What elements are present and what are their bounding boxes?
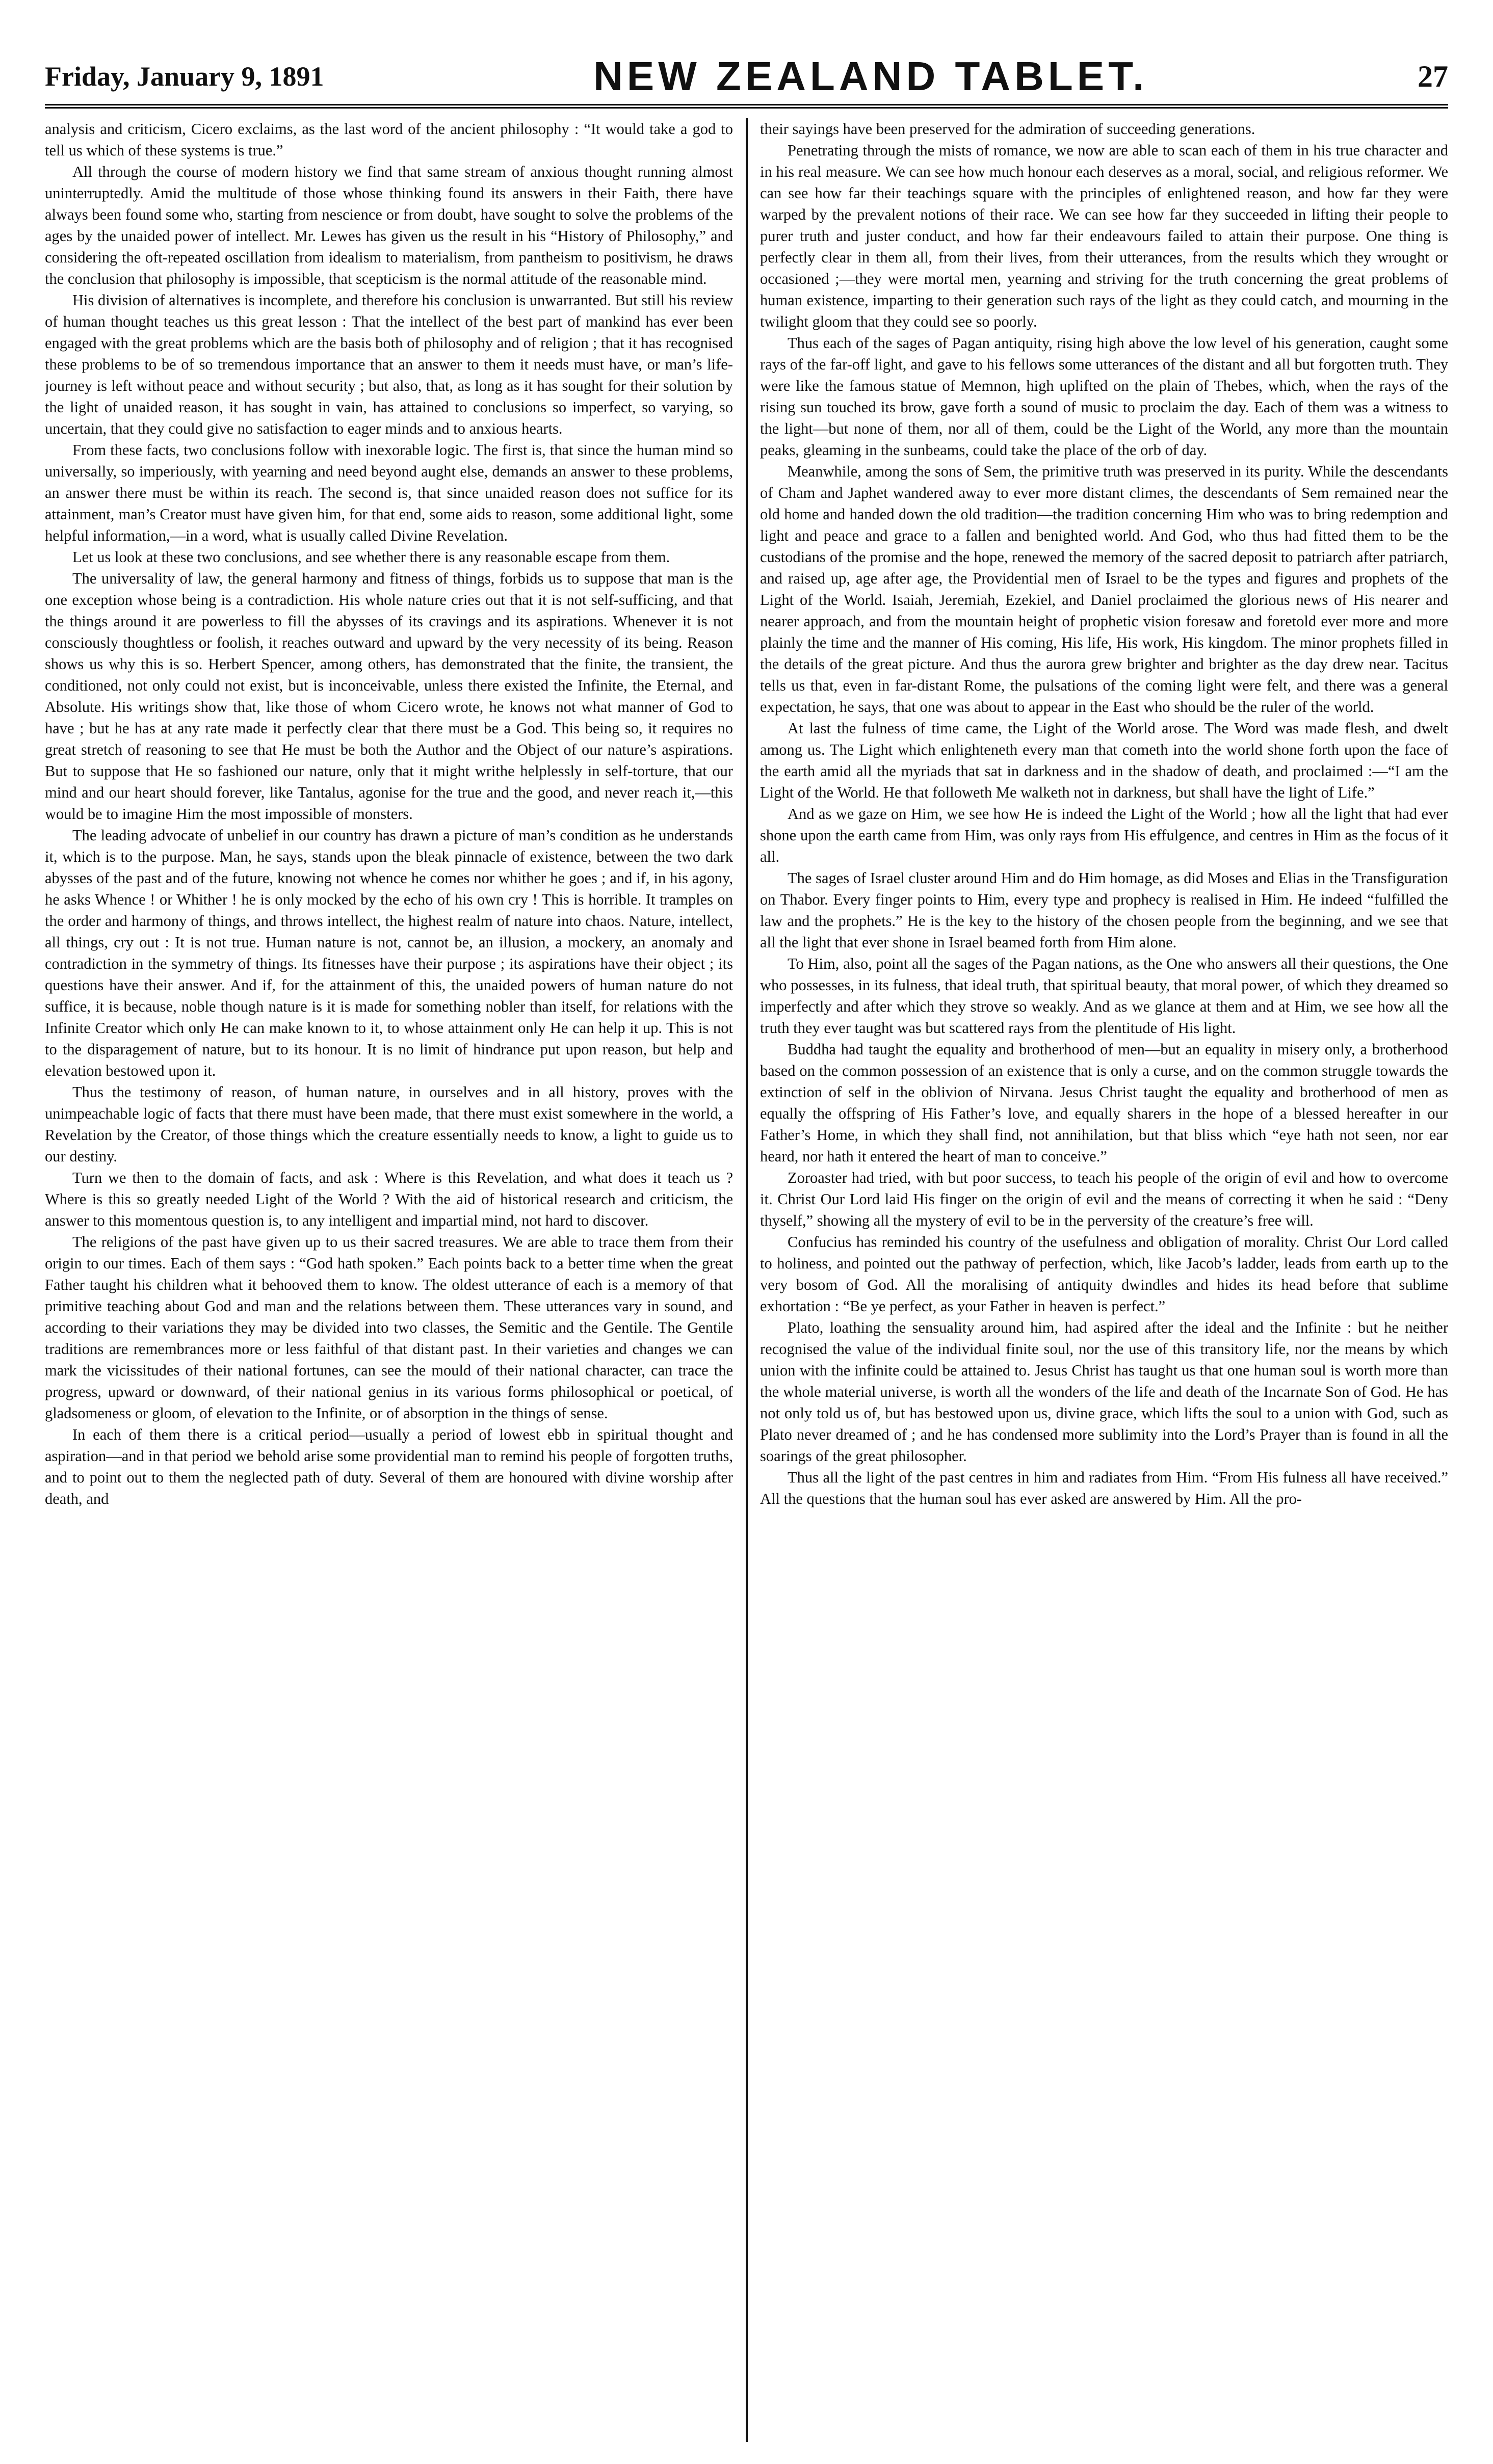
paragraph: Confucius has reminded his country of the usefulness and obligation of morality. Christ Our Lord called to holiness, and pointed out the pathway of perfection, which, like Jacob’s ladder, leads from earth up to the very bosom of God. All the moralising of antiquity dwindles and hides its head before that sublime exhortation : “Be ye perfect, as your Father in heaven is perfect.” bbox=[760, 1233, 1448, 1315]
page-header bbox=[45, 49, 1448, 109]
masthead-title: NEW ZEALAND TABLET. bbox=[593, 54, 1148, 99]
paragraph: Plato, loathing the sensuality around him, had aspired after the ideal and the Infinite : but he neither recognised the value of the individual finite soul, nor the use of this transitory life, nor the means by which union with the infinite could be attained to. Jesus Christ has taught us that one human soul is worth more than the whole material universe, is worth all the wonders of the life and death of the Incarnate Son of God. He has not only told us of, but has bestowed upon us, divine grace, which lifts the soul to a union with God, such as Plato never dreamed of ; and he has condensed more sublimity into the Lord’s Prayer than is found in all the soarings of the great philosopher. bbox=[760, 1319, 1448, 1465]
paragraph: In each of them there is a critical period—usually a period of lowest ebb in spiritual thought and aspiration—and in that period we behold arise some providential man to remind his people of forgotten truths, and to point out to them the neglected path of duty. Several of them are honoured with divine worship after death, and bbox=[45, 1426, 733, 1507]
page-number: 27 bbox=[1417, 59, 1448, 93]
left-column bbox=[45, 118, 733, 2442]
paragraph: And as we gaze on Him, we see how He is indeed the Light of the World ; how all the light that had ever shone upon the earth came from Him, was only rays from His effulgence, and centres in Him as the focus of it all. bbox=[760, 805, 1448, 865]
right-column bbox=[760, 118, 1448, 2442]
paragraph: Turn we then to the domain of facts, and ask : Where is this Revelation, and what does it teach us ? Where is this so greatly needed Light of the World ? With the aid of historical research and criticism, the answer to this momentous question is, to any intelligent and impartial mind, not hard to discover. bbox=[45, 1169, 733, 1229]
paragraph: their sayings have been preserved for the admiration of succeeding generations. bbox=[760, 120, 1255, 138]
paragraph: His division of alternatives is incomplete, and therefore his conclusion is unwarranted. But still his review of human thought teaches us this great lesson : That the intellect of the best part of mankind has ever been engaged with the great problems which are the basis both of philosophy and of religion ; that it has recognised these problems to be of so tremendous importance that an answer to them it needs must have, or man’s life-journey is left without peace and without security ; but also, that, as long as it has sought for their solution by the light of unaided reason, it has sought in vain, has attained to conclusions so imperfect, so varying, so uncertain, that they could give no satisfaction to eager minds and to anxious hearts. bbox=[45, 292, 733, 437]
issue-date: Friday, January 9, 1891 bbox=[45, 61, 324, 92]
paragraph: Thus all the light of the past centres in him and radiates from Him. “From His fulness all have received.” All the questions that the human soul has ever asked are answered by Him. All the pro- bbox=[760, 1469, 1448, 1507]
paragraph: To Him, also, point all the sages of the Pagan nations, as the One who answers all their questions, the One who possesses, in its fulness, that ideal truth, that spiritual beauty, that moral power, of which they dreamed so imperfectly and after which they strove so weakly. And as we glance at them and at Him, we see how all the truth they ever taught was but scattered rays from the plentitude of His light. bbox=[760, 955, 1448, 1037]
paragraph: The sages of Israel cluster around Him and do Him homage, as did Moses and Elias in the Transfiguration on Thabor. Every finger points to Him, every type and prophecy is realised in Him. He indeed “fulfilled the law and the prophets.” He is the key to the history of the chosen people from the beginning, and we see that all the light that ever shone in Israel beamed forth from Him alone. bbox=[760, 869, 1448, 951]
paragraph: Penetrating through the mists of romance, we now are able to scan each of them in his true character and in his real measure. We can see how much honour each deserves as a moral, social, and religious reformer. We can see how far their teachings square with the principles of enlightened reason, and how far they were warped by the prevalent notions of their race. We can see how far they succeeded in lifting their people to purer truth and juster conduct, and how far their endeavours failed to attain their purpose. One thing is perfectly clear in them all, from their lives, from their utterances, from the results which they wrought or occasioned ;—they were mortal men, yearning and striving for the truth concerning the great problems of human existence, imparting to their generation such rays of the light as they could catch, and mourning in the twilight gloom that they could see so poorly. bbox=[760, 142, 1448, 330]
paragraph: Thus the testimony of reason, of human nature, in ourselves and in all history, proves with the unimpeachable logic of facts that there must have been made, that there must exist somewhere in the world, a Revelation by the Creator, of those things which the creature essentially needs to know, a light to guide us to our destiny. bbox=[45, 1083, 733, 1165]
paragraph: Zoroaster had tried, with but poor success, to teach his people of the origin of evil and how to overcome it. Christ Our Lord laid His finger on the origin of evil and the means of correcting it when he said : “Deny thyself,” showing all the mystery of evil to be in the perversity of the creature’s free will. bbox=[760, 1169, 1448, 1229]
article-body bbox=[45, 118, 1448, 2442]
paragraph: Buddha had taught the equality and brotherhood of men—but an equality in misery only, a brotherhood based on the common possession of an existence that is only a curse, and on the common struggle towards the extinction of self in the oblivion of Nirvana. Jesus Christ taught the equality and brotherhood of men as equally the offspring of His Father’s love, and equally sharers in the hope of a blessed hereafter in our Father’s Home, in which they shall find, not annihilation, but that bliss which “eye hath not seen, nor ear heard, nor hath it entered the heart of man to conceive.” bbox=[760, 1041, 1448, 1165]
paragraph: Thus each of the sages of Pagan antiquity, rising high above the low level of his generation, caught some rays of the far-off light, and gave to his fellows some utterances of the distant and all but forgotten truth. They were like the famous statue of Memnon, high uplifted on the plain of Thebes, which, when the rays of the rising sun touched its brow, gave forth a sound of music to proclaim the day. Each of them was a witness to the light—but none of them, nor all of them, could be the Light of the World, any more than the mountain peaks, gleaming in the sunbeams, could take the place of the orb of day. bbox=[760, 334, 1448, 459]
paragraph: analysis and criticism, Cicero exclaims, as the last word of the ancient philosophy : “It would take a god to tell us which of these systems is true.” bbox=[45, 120, 733, 159]
paragraph: At last the fulness of time came, the Light of the World arose. The Word was made flesh, and dwelt among us. The Light which enlighteneth every man that cometh into the world shone forth upon the face of the earth amid all the myriads that sat in darkness and in the shadow of death, and proclaimed :—“I am the Light of the World. He that followeth Me walketh not in darkness, but shall have the light of Life.” bbox=[760, 720, 1448, 801]
paragraph: The universality of law, the general harmony and fitness of things, forbids us to suppose that man is the one exception whose being is a contradiction. His whole nature cries out that it is not self-sufficing, and that the things around it are powerless to fill the abysses of its cravings and its aspirations. Whenever it is not consciously thoughtless or foolish, it reaches outward and upward by the very necessity of its being. Reason shows us why this is so. Herbert Spencer, among others, has demonstrated that the finite, the transient, the conditioned, not only could not exist, but is inconceivable, unless there existed the Infinite, the Eternal, and Absolute. His writings show that, like those of whom Cicero wrote, he knows not what manner of God to have ; but he has at any rate made it perfectly clear that there must be a God. This being so, it requires no great stretch of reasoning to see that He must be both the Author and the Object of our nature’s aspirations. But to suppose that He so fashioned our nature, only that it might writhe helplessly in self-torture, that our mind and our heart should forever, like Tantalus, agonise for the true and the good, and never reach it,—this would be to imagine Him the most impossible of monsters. bbox=[45, 570, 733, 823]
column-divider bbox=[746, 118, 748, 2442]
paragraph: Meanwhile, among the sons of Sem, the primitive truth was preserved in its purity. While the descendants of Cham and Japhet wandered away to ever more distant climes, the descendants of Sem remained near the old home and handed down the old tradition—the tradition concerning Him who was to bring redemption and light and peace and grace to a fallen and benighted world. And God, who thus had fitted them to be the custodians of the promise and the hope, renewed the memory of the sacred deposit to patriarch after patriarch, and raised up, age after age, the Providential men of Israel to be the types and figures and prophets of the Light of the World. Isaiah, Jeremiah, Ezekiel, and Daniel proclaimed the glorious news of His nearer and nearer approach, and from the mountain height of prophetic vision foresaw and foretold ever more and more plainly the time and the manner of His coming, His life, His work, His kingdom. The minor prophets filled in the details of the great picture. And thus the aurora grew brighter and brighter as the day drew near. Tacitus tells us that, even in far-distant Rome, the pulsations of the coming light were felt, and there was a general expectation, he says, that one was about to appear in the East who should be the ruler of the world. bbox=[760, 463, 1448, 716]
paragraph: Let us look at these two conclusions, and see whether there is any reasonable escape from them. bbox=[72, 548, 670, 566]
paragraph: From these facts, two conclusions follow with inexorable logic. The first is, that since the human mind so universally, so imperiously, with yearning and need beyond aught else, demands an answer to these problems, an answer there must be within its reach. The second is, that since unaided reason does not suffice for its attainment, man’s Creator must have given him, for that end, some aids to reason, some additional light, some helpful information,—in a word, what is usually called Divine Revelation. bbox=[45, 441, 733, 544]
paragraph: The religions of the past have given up to us their sacred treasures. We are able to trace them from their origin to our times. Each of them says : “God hath spoken.” Each points back to a better time when the great Father taught his children what it behooved them to know. The oldest utterance of each is a memory of that primitive teaching about God and man and the relations between them. These utterances vary in sound, and according to their variations they may be divided into two classes, the Semitic and the Gentile. The Gentile traditions are remembrances more or less faithful of that distant past. In their varieties and changes we can mark the vicissitudes of their national fortunes, can see the mould of their national character, can trace the progress, upward or downward, of their national genius in its various forms philosophical or poetical, of gladsomeness or gloom, of elevation to the Infinite, or of absorption in the things of sense. bbox=[45, 1233, 733, 1422]
paragraph: The leading advocate of unbelief in our country has drawn a picture of man’s condition as he understands it, which is to the purpose. Man, he says, stands upon the bleak pinnacle of existence, between the two dark abysses of the past and of the future, knowing not whence he comes nor whither he goes ; and if, in his agony, he asks Whence ! or Whither ! he is only mocked by the echo of his own cry ! This is horrible. It tramples on the order and harmony of things, and throws intellect, the highest realm of nature into chaos. Nature, intellect, all things, cry out : It is not true. Human nature is not, cannot be, an illusion, a mockery, an anomaly and contradiction in the symmetry of things. Its fitnesses have their purpose ; its aspirations have their object ; its questions have their answer. And if, for the attainment of this, the unaided powers of human nature do not suffice, it is because, noble though nature is it is made for something nobler than itself, for relations with the Infinite Creator which only He can make known to it, to whose attainment only He can help it up. This is not to the disparagement of nature, but to its honour. It is no limit of hindrance put upon reason, but help and elevation bestowed upon it. bbox=[45, 827, 733, 1079]
paragraph: All through the course of modern history we find that same stream of anxious thought running almost uninterruptedly. Amid the multitude of those whose thinking found its answers in their Faith, there have always been found some who, starting from nescience or from doubt, have sought to solve the problems of the ages by the unaided power of intellect. Mr. Lewes has given us the result in his “History of Philosophy,” and considering the oft-repeated oscillation from idealism to materialism, from pantheism to positivism, he draws the conclusion that philosophy is impossible, that scepticism is the normal attitude of the reasonable mind. bbox=[45, 163, 733, 287]
